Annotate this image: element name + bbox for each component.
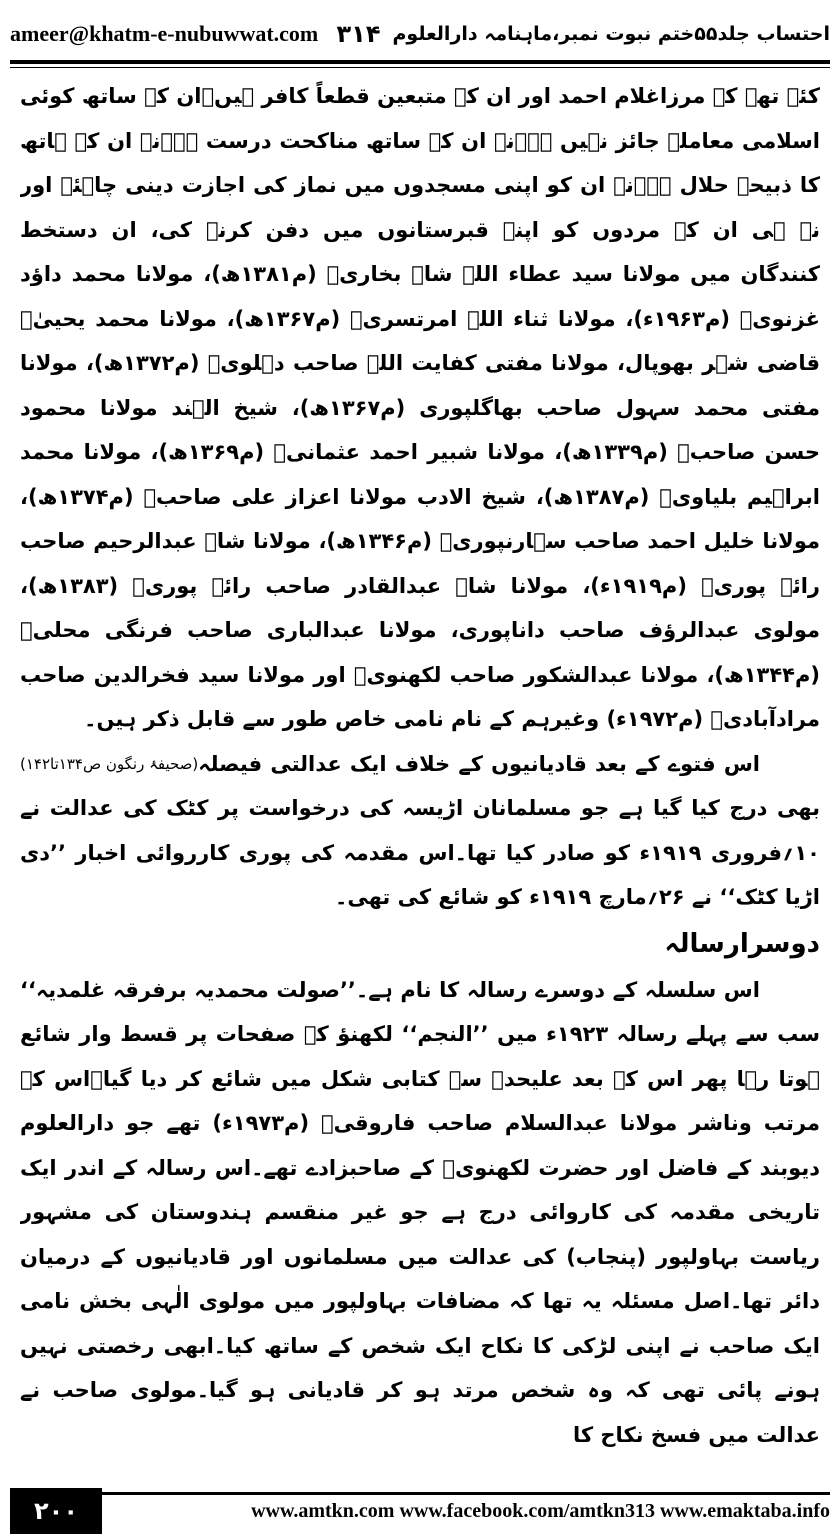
- page-footer: [10, 1488, 830, 1534]
- header-email: ameer@khatm-e-nubuwwat.com: [10, 21, 319, 46]
- header-page-number: ۳۱۴: [336, 20, 381, 48]
- paragraph-1: [20, 74, 820, 773]
- paragraph-3: اس سلسلہ کے دوسرے رسالہ کا نام ہے۔’’صولت محمدیہ برفرقہ غلمدیہ‘‘ سب سے پہلے رسالہ ۱۹۲۳ء میں ’’النجم‘‘ لکھنؤ کے صفحات پر قسط وار شائع ہوتا رہا پھر اس کے بعد علیحدہ سے کتابی شکل میں شائع کر دیا گیا۔اس کے مرتب وناشر مولانا عبدالسلام صاحب فاروقیؒ (م۱۹۷۳ء) تھے جو دارالعلوم دیوبند کے فاضل اور حضرت لکھنویؒ کے صاحبزادے تھے۔اس رسالہ کے اندر ایک تاریخی مقدمہ کی کاروائی درج ہے جو غیر منقسم ہندوستان کی مشہور ریاست بہاولپور (پنجاب) کی عدالت میں مسلمانوں اور قادیانیوں کے درمیان دائر تھا۔اصل مسئلہ یہ تھا کہ مضافات بہاولپور میں مولوی الٰہی بخش نامی ایک صاحب نے اپنی لڑکی کا نکاح ایک شخص کے ساتھ کیا۔ابھی رخصتی نہیں ہونے پائی تھی کہ وہ شخص مرتد ہو کر قادیانی ہو گیا۔مولوی صاحب نے عدالت میں فسخ نکاح کا: [20, 977, 820, 1447]
- paragraph-1-text: کئے تھے کہ مرزاغلام احمد اور ان کے متبعین قطعاً کافر ہیں۔ان کے ساتھ کوئی اسلامی معاملہ جائز نہیں ہے۔نہ ان کے ساتھ مناکحت درست ہے۔نہ ان کے ہاتھ کا ذبیحہ حلال ہے۔نہ ان کو اپنی مسجدوں میں نماز کی اجازت دینی چاہئے اور نہ ہی ان کے مردوں کو اپنے قبرستانوں میں دفن کرنے کی، ان دستخط کنندگان میں مولانا سید عطاء اللہ شاہ بخاریؒ (م۱۳۸۱ھ)، مولانا محمد داؤد غزنویؒ (م۱۹۶۳ء)، مولانا ثناء اللہ امرتسریؒ (م۱۳۶۷ھ)، مولانا محمد یحییٰؒ قاضی شہر بھوپال، مولانا مفتی کفایت اللہ صاحب دہلویؒ (م۱۳۷۲ھ)، مولانا مفتی محمد سہول صاحب بھاگلپوری (م۱۳۶۷ھ)، شیخ الہند مولانا محمود حسن صاحبؒ (م۱۳۳۹ھ)، مولانا شبیر احمد عثمانیؒ (م۱۳۶۹ھ)، مولانا محمد ابراہیم بلیاویؒ (م۱۳۸۷ھ)، شیخ الادب مولانا اعزاز علی صاحبؒ (م۱۳۷۴ھ)، مولانا خلیل احمد صاحب سہارنپوریؒ (م۱۳۴۶ھ)، مولانا شاہ عبدالرحیم صاحب رائے پوریؒ (م۱۹۱۹ء)، مولانا شاہ عبدالقادر صاحب رائے پوریؒ (۱۳۸۳ھ)، مولوی عبدالرؤف صاحب داناپوری، مولانا عبدالباری صاحب فرنگی محلیؒ (م۱۳۴۴ھ)، مولانا عبدالشکور صاحب لکھنویؒ اور مولانا سید فخرالدین صاحب مرادآبادیؒ (م۱۹۷۲ء) وغیرہم کے نام نامی خاص طور سے قابل ذکر ہیں۔: [20, 84, 820, 731]
- header-rule-thick: [10, 60, 830, 64]
- body-text: [20, 74, 820, 1464]
- running-title: احتساب جلد۵۵ختم نبوت نمبر،ماہنامہ دارالعلوم: [392, 23, 830, 45]
- footer-page-number: ۲۰۰: [10, 1488, 102, 1534]
- footer-links: www.amtkn.com www.facebook.com/amtkn313 www.emaktaba.info: [251, 1500, 830, 1522]
- section-heading: دوسرارسالہ: [664, 928, 820, 959]
- header-right: [337, 20, 830, 48]
- header-rule-thin: [10, 67, 830, 68]
- paragraph-2: اس فتوے کے بعد قادیانیوں کے خلاف ایک عدالتی فیصلہ بھی درج کیا گیا ہے جو مسلمانان اڑیسہ کی درخواست پر کٹک کی عدالت نے ۱۰؍فروری ۱۹۱۹ء کو صادر کیا تھا۔اس مقدمہ کی پوری کارروائی اخبار ’’دی اڑیا کٹک‘‘ نے ۲۶؍مارچ ۱۹۱۹ء کو شائع کی تھی۔: [20, 751, 820, 909]
- footer-rule: [102, 1492, 830, 1495]
- citation: (صحیفۂ رنگون ص۱۳۴تا۱۴۲): [20, 754, 199, 773]
- page-header: [10, 12, 830, 56]
